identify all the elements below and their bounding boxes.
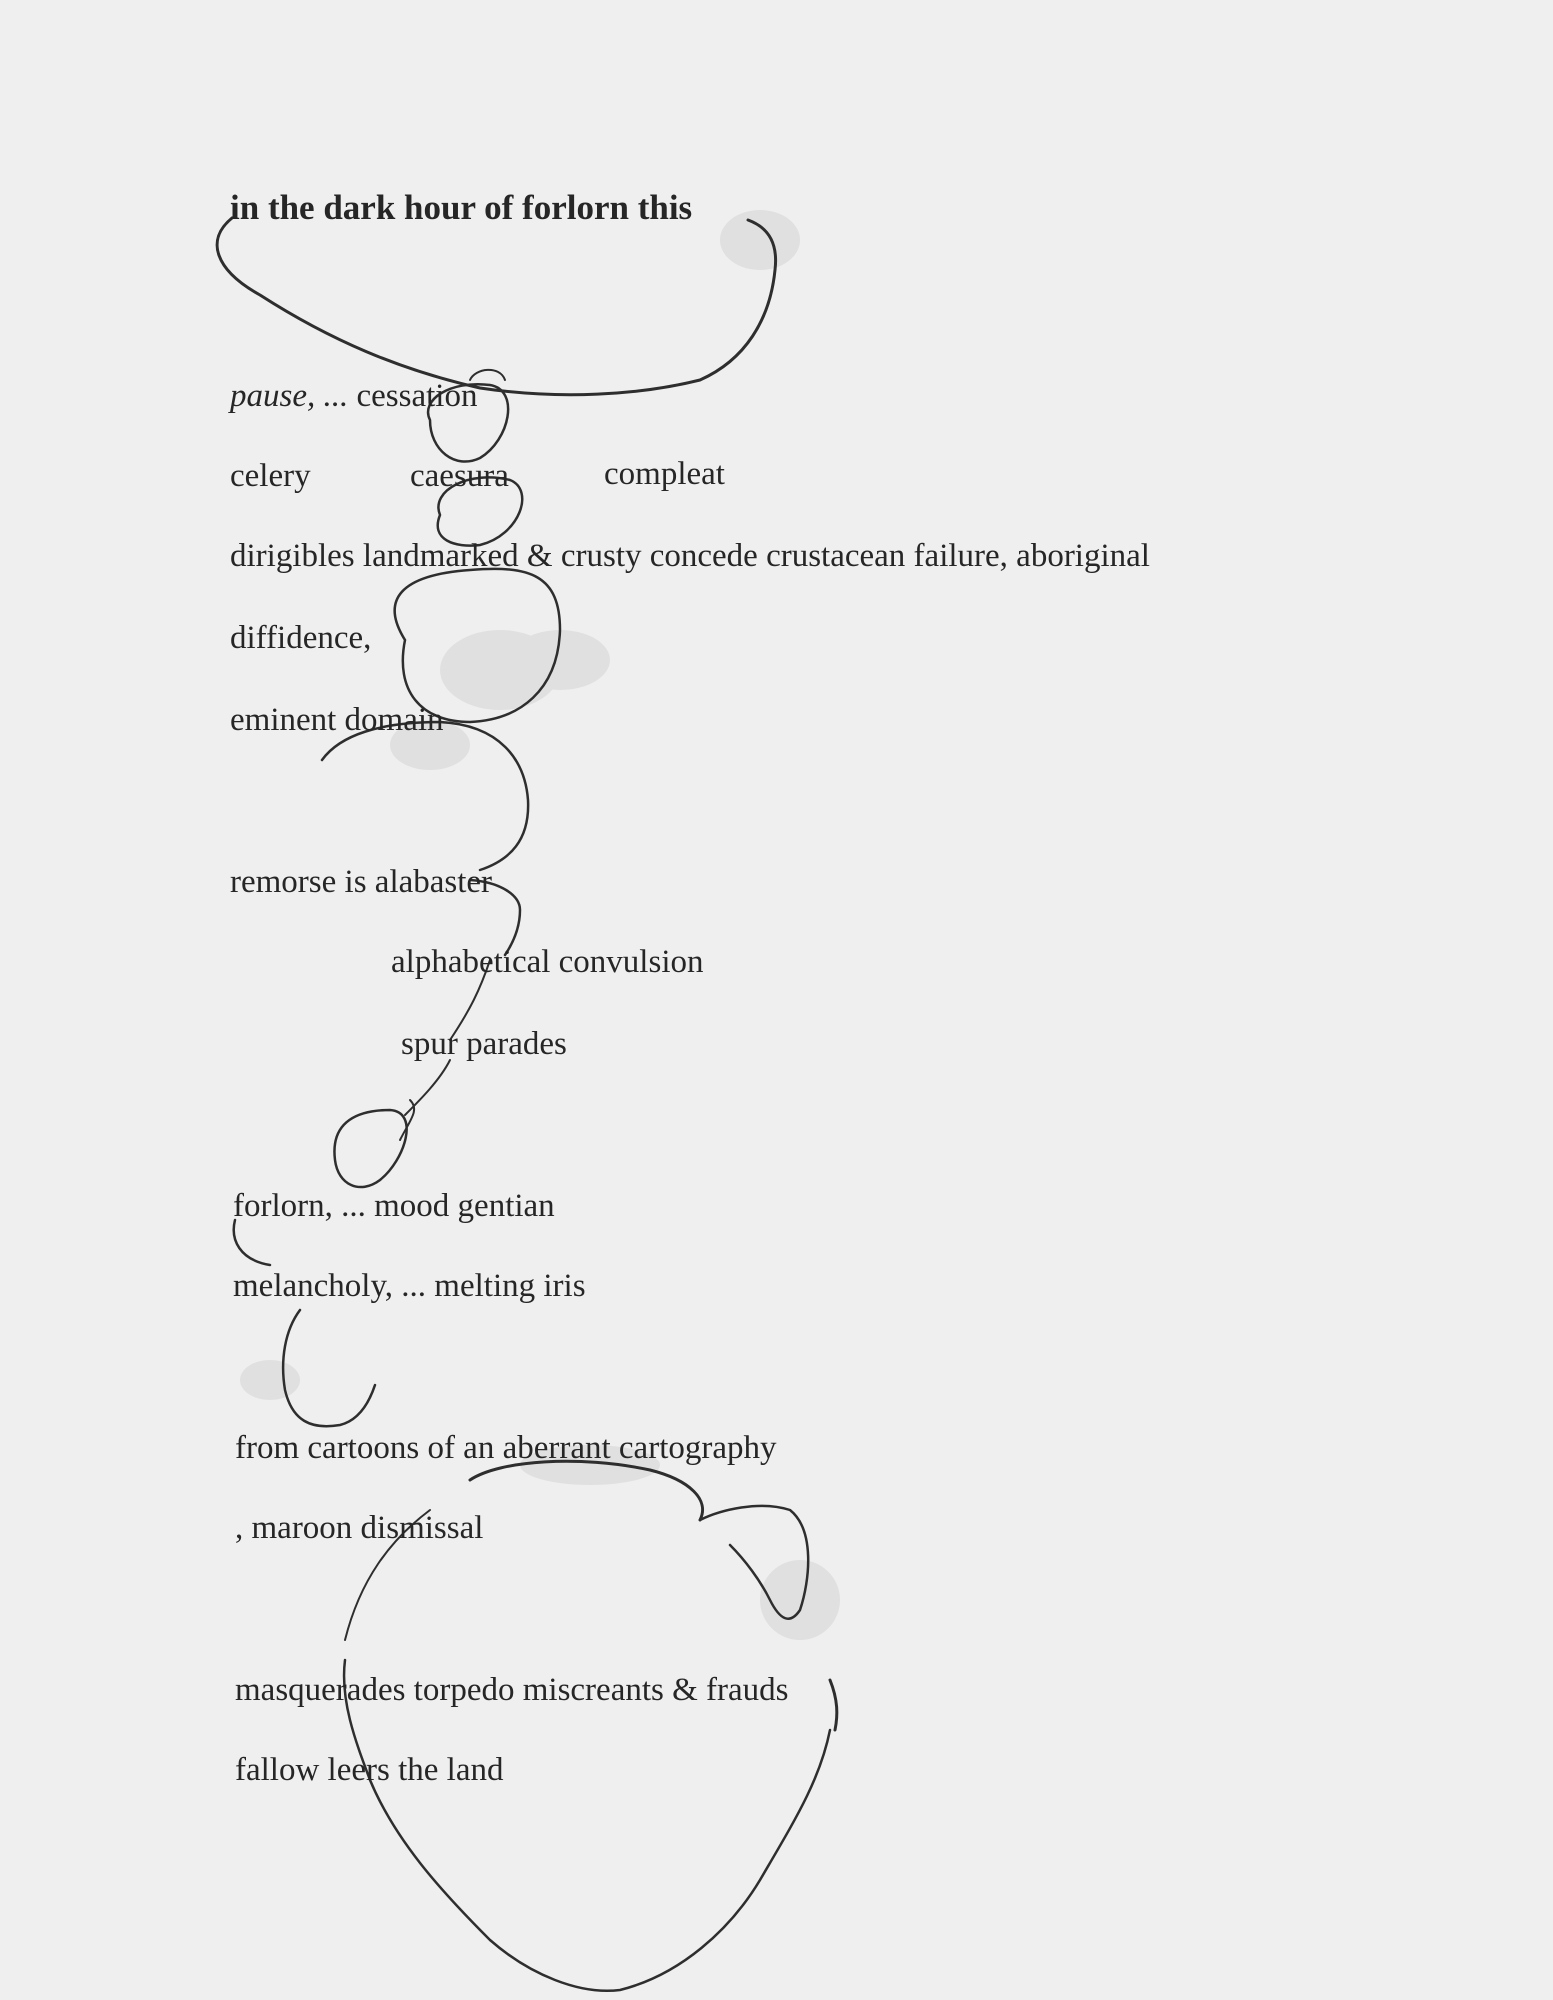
poem-line-dirigibles: dirigibles landmarked & crusty concede crustacean failure, aboriginal bbox=[230, 538, 1150, 574]
poem-line-pause-rest: cessation bbox=[356, 378, 478, 414]
ink-loop-forlorn bbox=[334, 1110, 406, 1187]
poem-line-fallow: fallow leers the land bbox=[235, 1752, 504, 1788]
poem-line-cartoons: from cartoons of an aberrant cartography bbox=[235, 1430, 777, 1466]
poem-line-pause-italic: pause, ... bbox=[230, 378, 349, 414]
poem-line-masquerades: masquerades torpedo miscreants & frauds bbox=[235, 1672, 789, 1708]
poem-line-compleat: compleat bbox=[604, 456, 725, 492]
poem-line-pause bbox=[230, 376, 477, 416]
poem-line-maroon: , maroon dismissal bbox=[235, 1510, 484, 1546]
poem-line-forlorn: forlorn, ... mood gentian bbox=[233, 1188, 555, 1224]
poem-line-celery: celery bbox=[230, 458, 311, 494]
ink-wash bbox=[240, 210, 840, 1640]
poem-title: in the dark hour of forlorn this bbox=[230, 188, 693, 227]
poem-line-caesura: caesura bbox=[410, 458, 509, 494]
poem-line-diffidence: diffidence, bbox=[230, 620, 372, 656]
poem-line-eminent: eminent domain bbox=[230, 702, 444, 738]
ink-loop-bottom bbox=[470, 1461, 703, 1520]
ink-loop-domain bbox=[322, 722, 528, 870]
poem-line-remorse: remorse is alabaster bbox=[230, 864, 493, 900]
poem-line-melancholy: melancholy, ... melting iris bbox=[233, 1268, 586, 1304]
poem-line-spur: spur parades bbox=[401, 1026, 567, 1062]
ink-loop-top bbox=[217, 218, 775, 395]
poem-line-alphabetical: alphabetical convulsion bbox=[391, 944, 704, 980]
